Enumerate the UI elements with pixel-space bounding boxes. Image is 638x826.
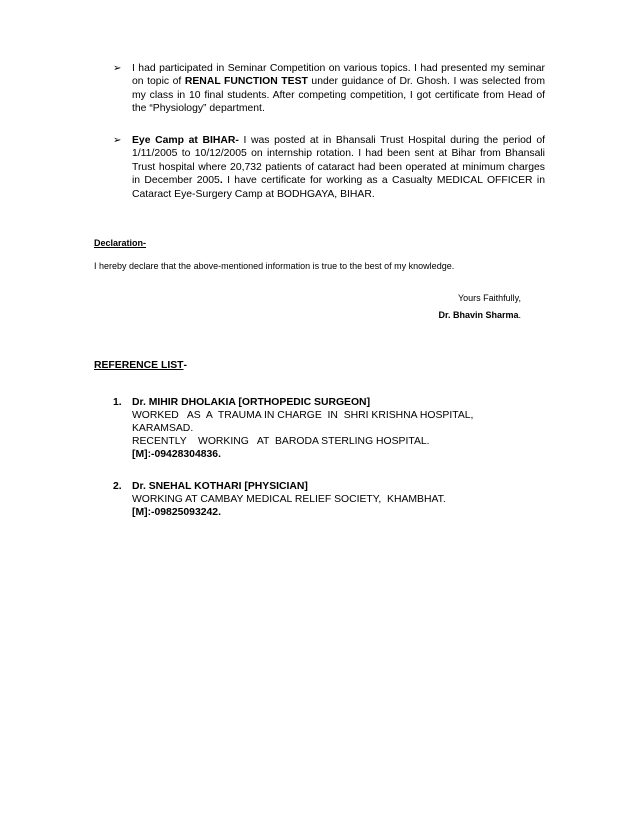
eye-camp-bullet: [113, 134, 545, 201]
reference-number: 1.: [113, 397, 122, 408]
reference-phone: [M]:-09825093242.: [132, 507, 221, 518]
seminar-topic: RENAL FUNCTION TEST: [184, 76, 308, 88]
reference-number: 2.: [113, 481, 122, 492]
arrow-bullet-icon: ➢: [113, 135, 122, 146]
reference-name: Dr. SNEHAL KOTHARI [PHYSICIAN]: [132, 481, 308, 492]
reference-list-title: REFERENCE LIST-: [94, 360, 187, 371]
declaration-title: Declaration-: [94, 238, 147, 248]
reference-item: [113, 480, 533, 519]
reference-item: [113, 396, 533, 461]
reference-line: RECENTLY WORKING AT BARODA STERLING HOSPITAL.: [132, 436, 430, 447]
seminar-paragraph: I had participated in Seminar Competition on various topics. I had presented my seminar on topic of RENAL FUNCTION TEST under guidance of Dr. Ghosh. I was selected from my class in 10 final students. After competing competition, I got certificate from Head of the “Physiology” department.: [132, 63, 545, 115]
reference-line: WORKING AT CAMBAY MEDICAL RELIEF SOCIETY, KHAMBHAT.: [132, 494, 446, 505]
reference-name: Dr. MIHIR DHOLAKIA [ORTHOPEDIC SURGEON]: [132, 397, 371, 408]
reference-line: KARAMSAD.: [132, 423, 194, 434]
reference-line: WORKED AS A TRAUMA IN CHARGE IN SHRI KRISHNA HOSPITAL,: [132, 410, 474, 421]
eye-camp-heading: Eye Camp at BIHAR-: [132, 135, 239, 146]
signature-name: Dr. Bhavin Sharma.: [438, 310, 521, 320]
seminar-bullet: [113, 62, 545, 116]
declaration-text: I hereby declare that the above-mentioned information is true to the best of my knowledge.: [94, 261, 455, 271]
closing-salutation: Yours Faithfully,: [457, 293, 521, 303]
reference-phone: [M]:-09428304836.: [132, 449, 221, 460]
eye-camp-paragraph: Eye Camp at BIHAR- I was posted at in Bhansali Trust Hospital during the period of 1/11/2005 to 10/12/2005 on internship rotation. I had been sent at Bihar from Bhansali Trust hospital where 20,732 patients of cataract had been operated at minimum charges in December 2005. I have certificate for working as a Casualty MEDICAL OFFICER in Cataract Eye-Surgery Camp at BODHGAYA, BIHAR.: [132, 135, 545, 200]
arrow-bullet-icon: ➢: [113, 63, 122, 74]
